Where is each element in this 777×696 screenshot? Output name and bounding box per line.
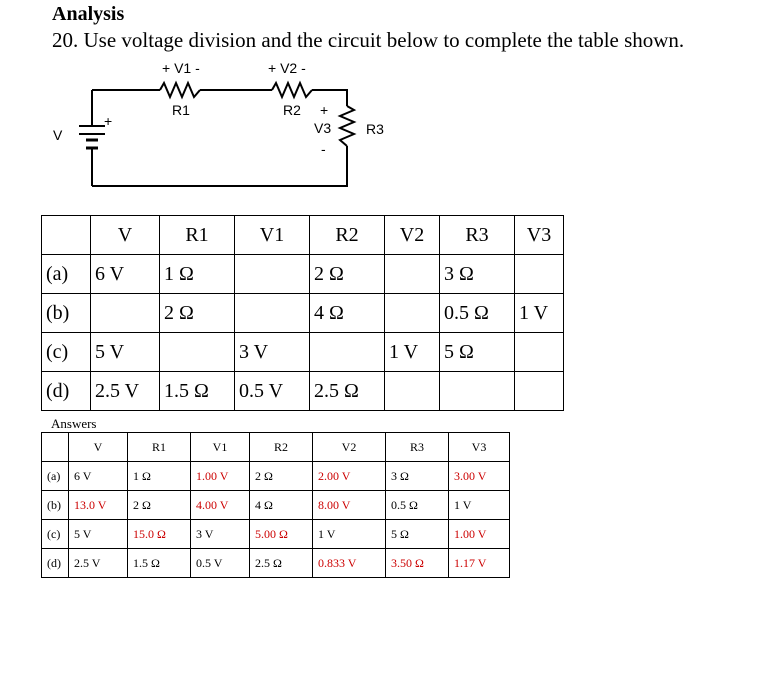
problem-cell [385,372,440,411]
answer-cell: 2.00 V [313,462,386,491]
problem-cell: 2 Ω [310,255,385,294]
problem-cell [235,255,310,294]
answer-cell: (c) [42,520,69,549]
problem-cell: 3 Ω [440,255,515,294]
answer-cell: 5.00 Ω [250,520,313,549]
answer-header-cell: V1 [191,433,250,462]
v2-label: + V2 - [268,60,306,76]
problem-cell [310,333,385,372]
answer-header-cell: R1 [128,433,191,462]
problem-cell [515,333,564,372]
problem-cell: 1 Ω [160,255,235,294]
answer-cell: 4.00 V [191,491,250,520]
problem-header-cell: R1 [160,216,235,255]
answer-header-cell: V [69,433,128,462]
problem-cell [160,333,235,372]
answer-cell: 0.833 V [313,549,386,578]
answer-cell: 2.5 Ω [250,549,313,578]
answer-header-cell [42,433,69,462]
answer-cell: 1.00 V [449,520,510,549]
problem-header-cell: V2 [385,216,440,255]
problem-header-cell: V1 [235,216,310,255]
problem-header-cell [42,216,91,255]
r3-resistor [340,106,354,146]
problem-cell: 3 V [235,333,310,372]
answer-cell: 0.5 V [191,549,250,578]
problem-cell: (b) [42,294,91,333]
problem-cell: 1 V [515,294,564,333]
answer-cell: 3.50 Ω [386,549,449,578]
answer-cell: 2 Ω [250,462,313,491]
answer-cell: 3 Ω [386,462,449,491]
problem-cell [515,255,564,294]
v1-label: + V1 - [162,60,200,76]
answer-cell: 5 V [69,520,128,549]
answer-cell: 3.00 V [449,462,510,491]
answer-cell: 5 Ω [386,520,449,549]
answer-cell: 2 Ω [128,491,191,520]
problem-cell: 2 Ω [160,294,235,333]
answer-cell: 0.5 Ω [386,491,449,520]
answer-cell: 1.00 V [191,462,250,491]
source-label: V [53,127,63,143]
problem-row [42,294,564,333]
answer-header-cell: R3 [386,433,449,462]
answer-cell: 1 V [449,491,510,520]
problem-cell: 2.5 V [91,372,160,411]
problem-cell: (c) [42,333,91,372]
problem-cell: (d) [42,372,91,411]
answer-cell: 8.00 V [313,491,386,520]
answer-cell: 1.17 V [449,549,510,578]
problem-cell: 5 V [91,333,160,372]
answer-row [42,462,510,491]
answer-cell: 2.5 V [69,549,128,578]
problem-cell: 6 V [91,255,160,294]
problem-cell: 4 Ω [310,294,385,333]
problem-cell [515,372,564,411]
r1-resistor [160,83,200,97]
problem-row [42,372,564,411]
problem-table [41,215,564,411]
r1-label: R1 [172,102,190,118]
problem-cell: 1.5 Ω [160,372,235,411]
answer-cell: 15.0 Ω [128,520,191,549]
problem-header-cell: R3 [440,216,515,255]
question-text: 20. Use voltage division and the circuit below to complete the table shown. [52,28,685,52]
answer-row [42,520,510,549]
answer-cell: 13.0 V [69,491,128,520]
answer-cell: 1 V [313,520,386,549]
problem-cell: 0.5 V [235,372,310,411]
problem-header-cell: V [91,216,160,255]
v3-label: V3 [314,120,332,136]
v3-plus: + [320,102,329,118]
right-wire [92,146,347,186]
answer-cell: (b) [42,491,69,520]
problem-cell: 1 V [385,333,440,372]
answer-header-row [42,433,510,462]
problem-header-cell: V3 [515,216,564,255]
r3-label: R3 [366,121,384,137]
problem-cell: 5 Ω [440,333,515,372]
answer-header-cell: R2 [250,433,313,462]
problem-cell: 0.5 Ω [440,294,515,333]
r2-resistor [272,83,312,97]
answer-header-cell: V3 [449,433,510,462]
problem-row [42,255,564,294]
answer-header-cell: V2 [313,433,386,462]
problem-cell [91,294,160,333]
top-wire-right [312,90,347,106]
answer-cell: (d) [42,549,69,578]
problem-cell [385,255,440,294]
problem-row [42,333,564,372]
r2-label: R2 [283,102,301,118]
answer-cell: 6 V [69,462,128,491]
answer-cell: 1 Ω [128,462,191,491]
answer-cell: 3 V [191,520,250,549]
problem-header-row [42,216,564,255]
problem-cell [235,294,310,333]
answer-table [41,432,510,578]
problem-cell: (a) [42,255,91,294]
section-heading: Analysis [52,3,125,25]
problem-cell: 2.5 Ω [310,372,385,411]
problem-header-cell: R2 [310,216,385,255]
v3-minus: - [321,141,326,157]
answer-row [42,491,510,520]
problem-cell [440,372,515,411]
problem-cell [385,294,440,333]
circuit-diagram [0,56,400,196]
answers-label: Answers [51,416,97,431]
answer-row [42,549,510,578]
answer-cell: 4 Ω [250,491,313,520]
source-plus: + [104,113,113,129]
answer-cell: 1.5 Ω [128,549,191,578]
answer-cell: (a) [42,462,69,491]
